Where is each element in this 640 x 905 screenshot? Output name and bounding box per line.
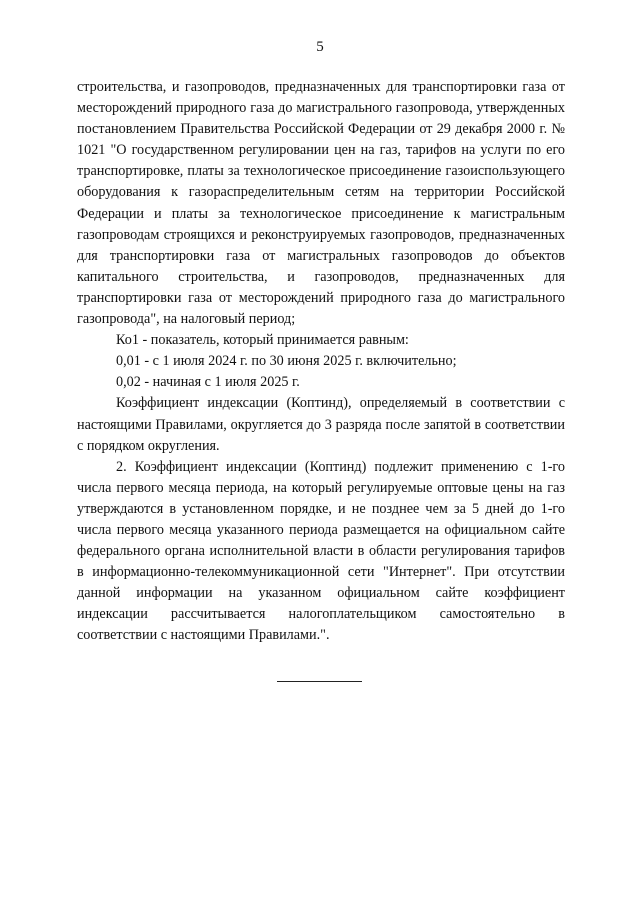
- paragraph-ko1-value-2025: 0,02 - начиная с 1 июля 2025 г.: [116, 374, 300, 391]
- page-number: 5: [316, 39, 324, 55]
- paragraph-ko1-definition: Ко1 - показатель, который принимается равным:: [116, 332, 409, 349]
- document-body: [77, 77, 565, 647]
- paragraph-continuation: строительства, и газопроводов, предназначенных для транспортировки газа от месторождений природного газа до магистрального газопровода, утвержденных постановлением Правительства Российской Федерации от 29 декабря 2000 г. № 1021 "О государственном регулировании цен на газ, тарифов на услуги по его транспортировке, платы за технологическое присоединение газоиспользующего оборудования к газораспределительным сетям на территории Российской Федерации и платы за технологическое присоединение к магистральным газопроводам строящихся и реконструируемых газопроводов, предназначенных для транспортировки газа от магистральных газопроводов до объектов капитального строительства, и газопроводов, предназначенных для транспортировки газа от месторождений природного газа до магистрального газопровода", на налоговый период;: [77, 79, 565, 328]
- paragraph-item-2: 2. Коэффициент индексации (Коптинд) подлежит применению с 1-го числа первого месяца периода, на который регулируемые оптовые цены на газ утверждаются в установленном порядке, и не позднее чем за 5 дней до 1-го числа первого месяца указанного периода размещается на официальном сайте федерального органа исполнительной власти в области регулирования тарифов в информационно-телекоммуникационной сети "Интернет". При отсутствии данной информации на указанном официальном сайте коэффициент индексации рассчитывается налогоплательщиком самостоятельно в соответствии с настоящими Правилами.".: [77, 458, 565, 644]
- end-of-document-line: [277, 681, 362, 682]
- paragraph-ko1-value-2024: 0,01 - с 1 июля 2024 г. по 30 июня 2025 г. включительно;: [116, 353, 457, 370]
- paragraph-rounding-rule: Коэффициент индексации (Коптинд), определяемый в соответствии с настоящими Правилами, округляется до 3 разряда после запятой в соответствии с порядком округления.: [77, 395, 565, 454]
